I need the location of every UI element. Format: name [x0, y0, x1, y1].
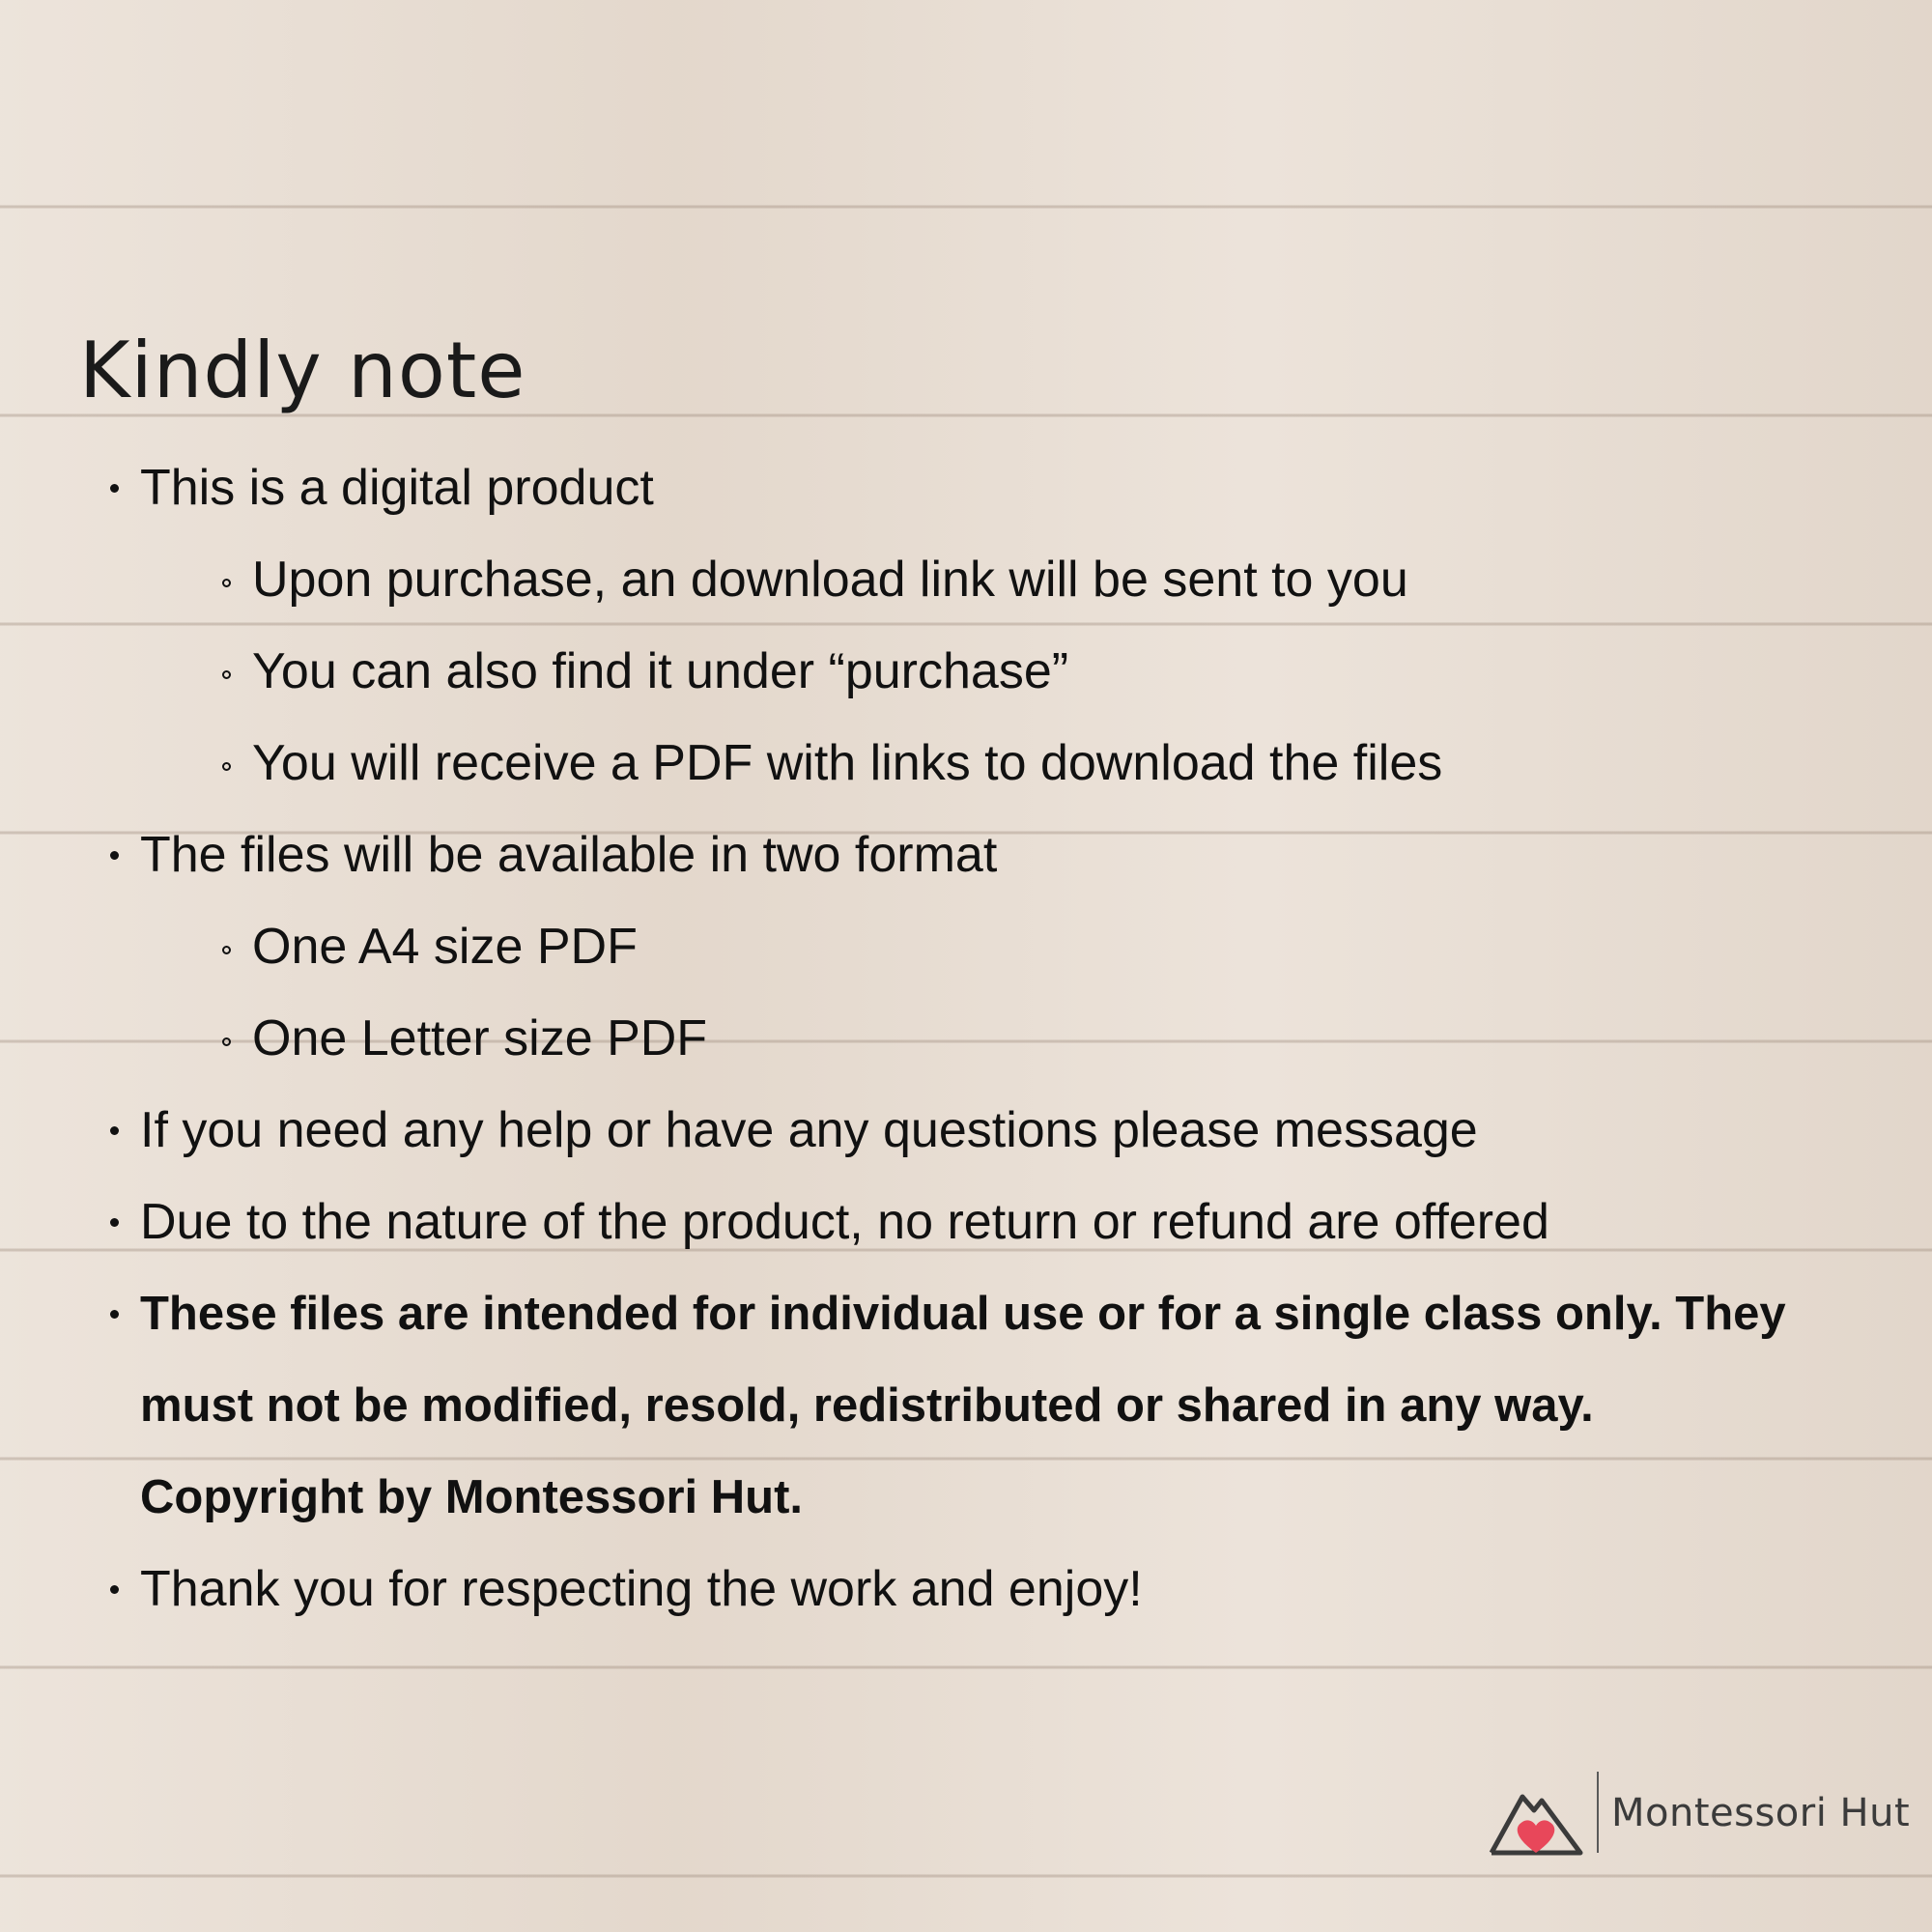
list-item [77, 810, 1816, 901]
list-item [77, 718, 1816, 810]
circle-bullet-icon [222, 579, 231, 587]
list-item-text: You can also find it under “purchase” [252, 643, 1069, 699]
list-item [77, 1177, 1816, 1268]
circle-bullet-icon [222, 670, 231, 679]
list-item-text: One A4 size PDF [252, 919, 638, 975]
list-item [77, 1268, 1816, 1544]
brand-logo [1488, 1770, 1913, 1866]
list-item-text: One Letter size PDF [252, 1010, 708, 1066]
list-item [77, 901, 1816, 993]
bullet-icon [110, 484, 119, 493]
list-item [77, 993, 1816, 1085]
bullet-icon [110, 1126, 119, 1135]
brand-name: Montessori Hut [1611, 1791, 1911, 1835]
list-item-text: If you need any help or have any questions please message [140, 1102, 1478, 1158]
list-item [77, 1544, 1816, 1635]
list-item-text: You will receive a PDF with links to download the files [252, 735, 1443, 791]
list-item-text: The files will be available in two format [140, 827, 998, 883]
house-heart-icon [1488, 1781, 1584, 1859]
list-item [77, 1085, 1816, 1177]
list-item [77, 442, 1816, 534]
page-title: Kindly note [79, 326, 526, 415]
list-item-text: Due to the nature of the product, no return or refund are offered [140, 1194, 1549, 1250]
list-item [77, 534, 1816, 626]
list-item [77, 626, 1816, 718]
bullet-icon [110, 1310, 119, 1319]
circle-bullet-icon [222, 946, 231, 954]
list-item-text: This is a digital product [140, 460, 654, 516]
note-list [77, 442, 1816, 1635]
bullet-icon [110, 1585, 119, 1594]
circle-bullet-icon [222, 762, 231, 771]
list-item-text: Upon purchase, an download link will be sent to you [252, 552, 1408, 608]
copyright-notice: These files are intended for individual use or for a single class only. They must not be modified, resold, redistributed or shared in any way. Copyright by Montessori Hut. [140, 1288, 1786, 1523]
list-item-text: Thank you for respecting the work and enjoy! [140, 1561, 1143, 1617]
circle-bullet-icon [222, 1037, 231, 1046]
bullet-icon [110, 1218, 119, 1227]
bullet-icon [110, 851, 119, 860]
logo-divider [1597, 1772, 1599, 1853]
